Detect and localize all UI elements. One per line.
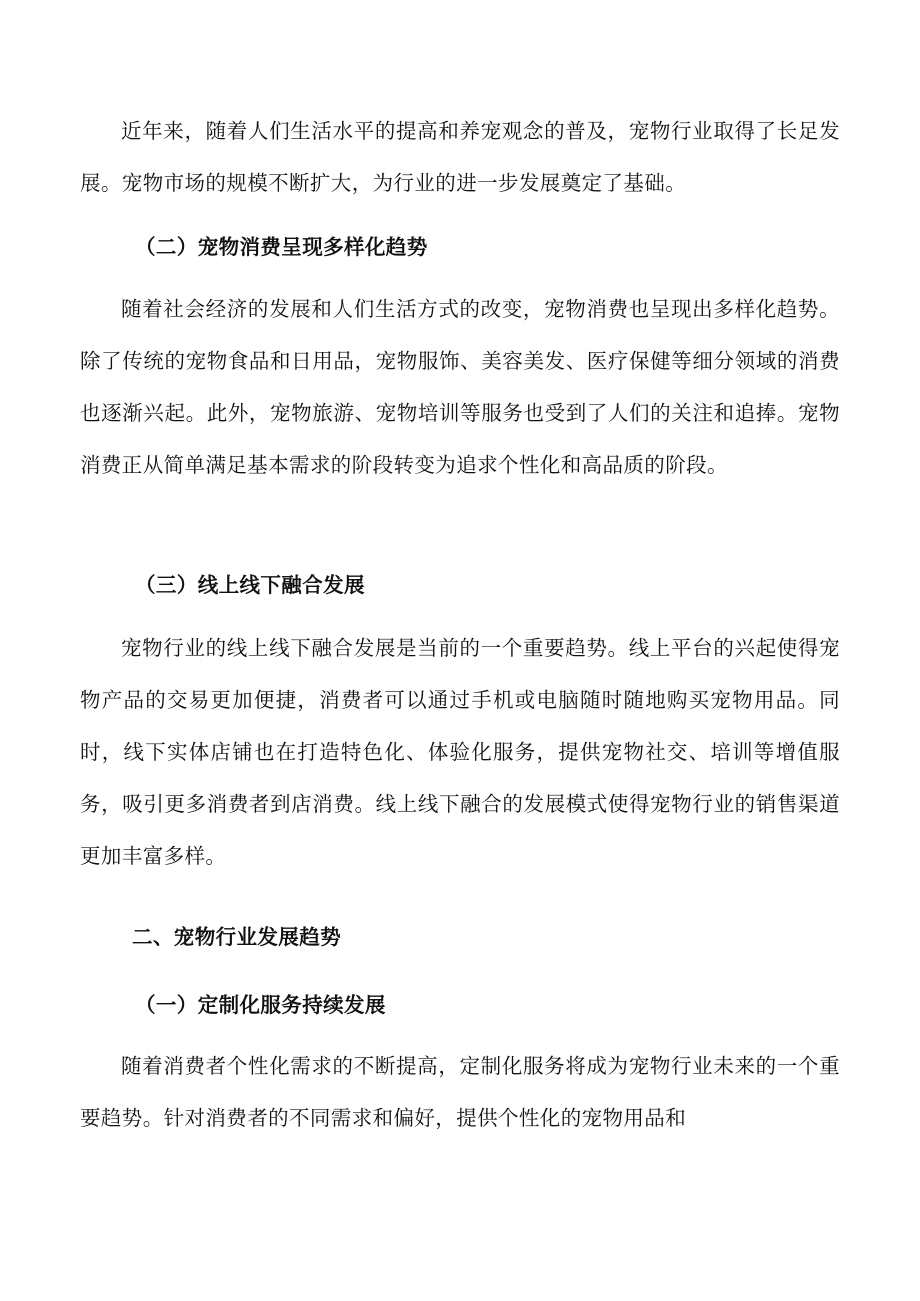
paragraph-customized-services: 随着消费者个性化需求的不断提高，定制化服务将成为宠物行业未来的一个重要趋势。针对消费者的不同需求和偏好，提供个性化的宠物用品和: [80, 1054, 840, 1130]
section-heading-diversified-consumption: （二）宠物消费呈现多样化趋势: [135, 235, 428, 259]
section-heading-customized-services: （一）定制化服务持续发展: [135, 993, 386, 1017]
paragraph-market-growth: 近年来，随着人们生活水平的提高和养宠观念的普及，宠物行业取得了长足发展。宠物市场的规模不断扩大，为行业的进一步发展奠定了基础。: [80, 119, 840, 195]
paragraph-diversified-consumption: 随着社会经济的发展和人们生活方式的改变，宠物消费也呈现出多样化趋势。除了传统的宠物食品和日用品，宠物服饰、美容美发、医疗保健等细分领域的消费也逐渐兴起。此外，宠物旅游、宠物培训等服务也受到了人们的关注和追捧。宠物消费正从简单满足基本需求的阶段转变为追求个性化和高品质的阶段。: [80, 297, 840, 477]
section-heading-online-offline: （三）线上线下融合发展: [135, 573, 365, 597]
paragraph-online-offline: 宠物行业的线上线下融合发展是当前的一个重要趋势。线上平台的兴起使得宠物产品的交易更加便捷，消费者可以通过手机或电脑随时随地购买宠物用品。同时，线下实体店铺也在打造特色化、体验化服务，提供宠物社交、培训等增值服务，吸引更多消费者到店消费。线上线下融合的发展模式使得宠物行业的销售渠道更加丰富多样。: [80, 636, 840, 868]
chapter-heading-industry-trends: 二、宠物行业发展趋势: [132, 925, 341, 949]
